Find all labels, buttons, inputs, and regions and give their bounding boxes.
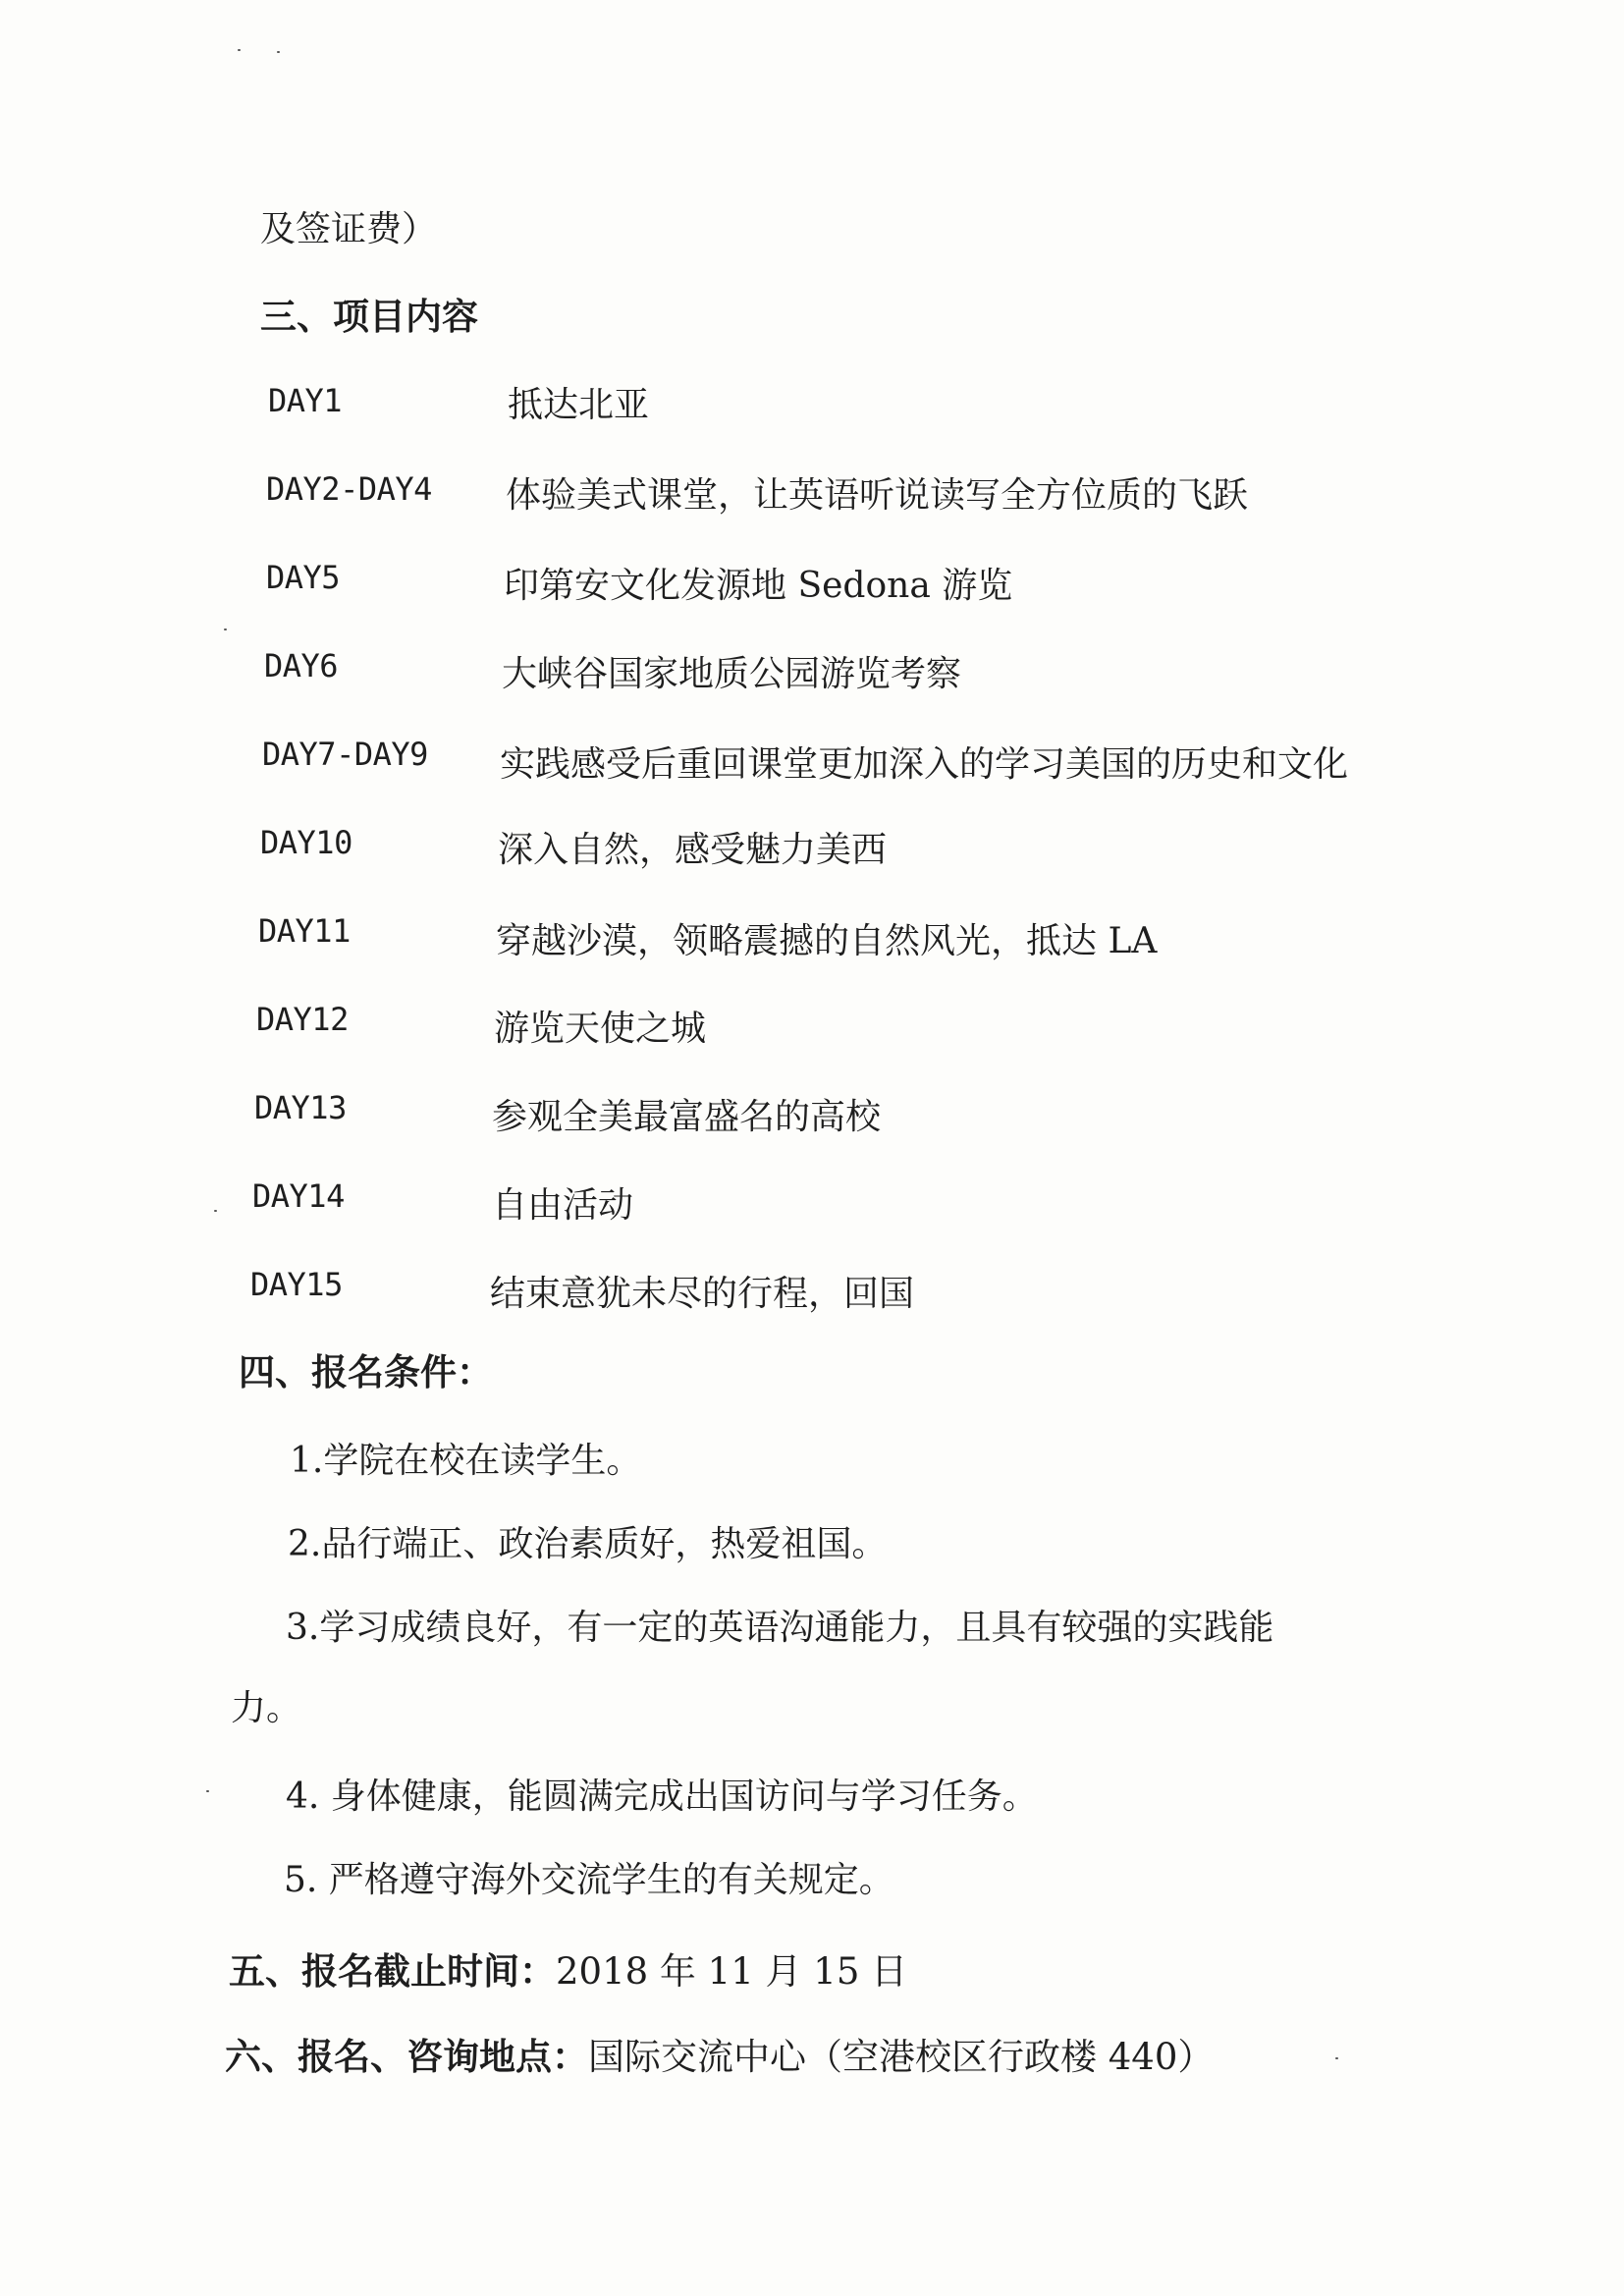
- scan-speck: [1335, 2057, 1338, 2059]
- itinerary-day-desc: 印第安文化发源地 Sedona 游览: [504, 566, 1013, 606]
- section-5-heading: 五、报名截止时间：: [229, 1949, 556, 1993]
- section-6-line: [225, 2035, 1214, 2079]
- itinerary-day-label: DAY10: [260, 824, 352, 861]
- condition-item: 4. 身体健康，能圆满完成出国访问与学习任务。: [286, 1777, 1038, 1817]
- itinerary-day-label: DAY11: [258, 912, 351, 950]
- scan-speck: [238, 49, 241, 51]
- itinerary-day-label: DAY12: [256, 1001, 349, 1038]
- scan-speck: [206, 1790, 209, 1792]
- itinerary-day-label: DAY2-DAY4: [266, 470, 432, 508]
- condition-item: 3.学习成绩良好，有一定的英语沟通能力，且具有较强的实践能: [286, 1608, 1274, 1648]
- itinerary-day-label: DAY7-DAY9: [262, 736, 428, 773]
- itinerary-day-label: DAY5: [266, 559, 341, 596]
- itinerary-day-label: DAY15: [250, 1266, 343, 1303]
- section-5-line: [229, 1949, 907, 1994]
- condition-item: 2.品行端正、政治素质好，热爱祖国。: [288, 1524, 888, 1564]
- itinerary-day-desc: 参观全美最富盛名的高校: [492, 1097, 882, 1137]
- condition-item: 1.学院在校在读学生。: [290, 1441, 642, 1481]
- itinerary-day-label: DAY14: [252, 1177, 345, 1215]
- deadline-date: 2018 年 11 月 15 日: [556, 1950, 908, 1993]
- itinerary-day-desc: 结束意犹未尽的行程，回国: [490, 1274, 915, 1314]
- condition-item-continuation: 力。: [231, 1688, 302, 1728]
- scan-speck: [277, 51, 280, 53]
- itinerary-day-label: DAY1: [268, 382, 343, 419]
- itinerary-day-desc: 实践感受后重回课堂更加深入的学习美国的历史和文化: [500, 744, 1349, 785]
- itinerary-day-desc: 深入自然，感受魅力美西: [498, 830, 888, 870]
- itinerary-day-desc: 大峡谷国家地质公园游览考察: [502, 654, 962, 694]
- itinerary-day-desc: 穿越沙漠，领略震撼的自然风光，抵达 LA: [496, 921, 1158, 961]
- scan-speck: [224, 629, 227, 630]
- itinerary-day-desc: 抵达北亚: [508, 385, 650, 425]
- continuation-text: 及签证费）: [260, 209, 438, 249]
- condition-item: 5. 严格遵守海外交流学生的有关规定。: [284, 1860, 894, 1900]
- itinerary-day-label: DAY6: [264, 647, 339, 684]
- itinerary-day-label: DAY13: [254, 1089, 347, 1126]
- consultation-location: 国际交流中心（空港校区行政楼 440）: [588, 2036, 1215, 2078]
- section-6-heading: 六、报名、咨询地点：: [225, 2035, 588, 2078]
- section-4-heading: 四、报名条件：: [239, 1350, 493, 1394]
- itinerary-day-desc: 体验美式课堂，让英语听说读写全方位质的飞跃: [506, 475, 1249, 516]
- scan-speck: [214, 1210, 217, 1212]
- itinerary-day-desc: 游览天使之城: [494, 1009, 707, 1049]
- section-3-heading: 三、项目内容: [260, 295, 478, 338]
- itinerary-day-desc: 自由活动: [492, 1185, 634, 1226]
